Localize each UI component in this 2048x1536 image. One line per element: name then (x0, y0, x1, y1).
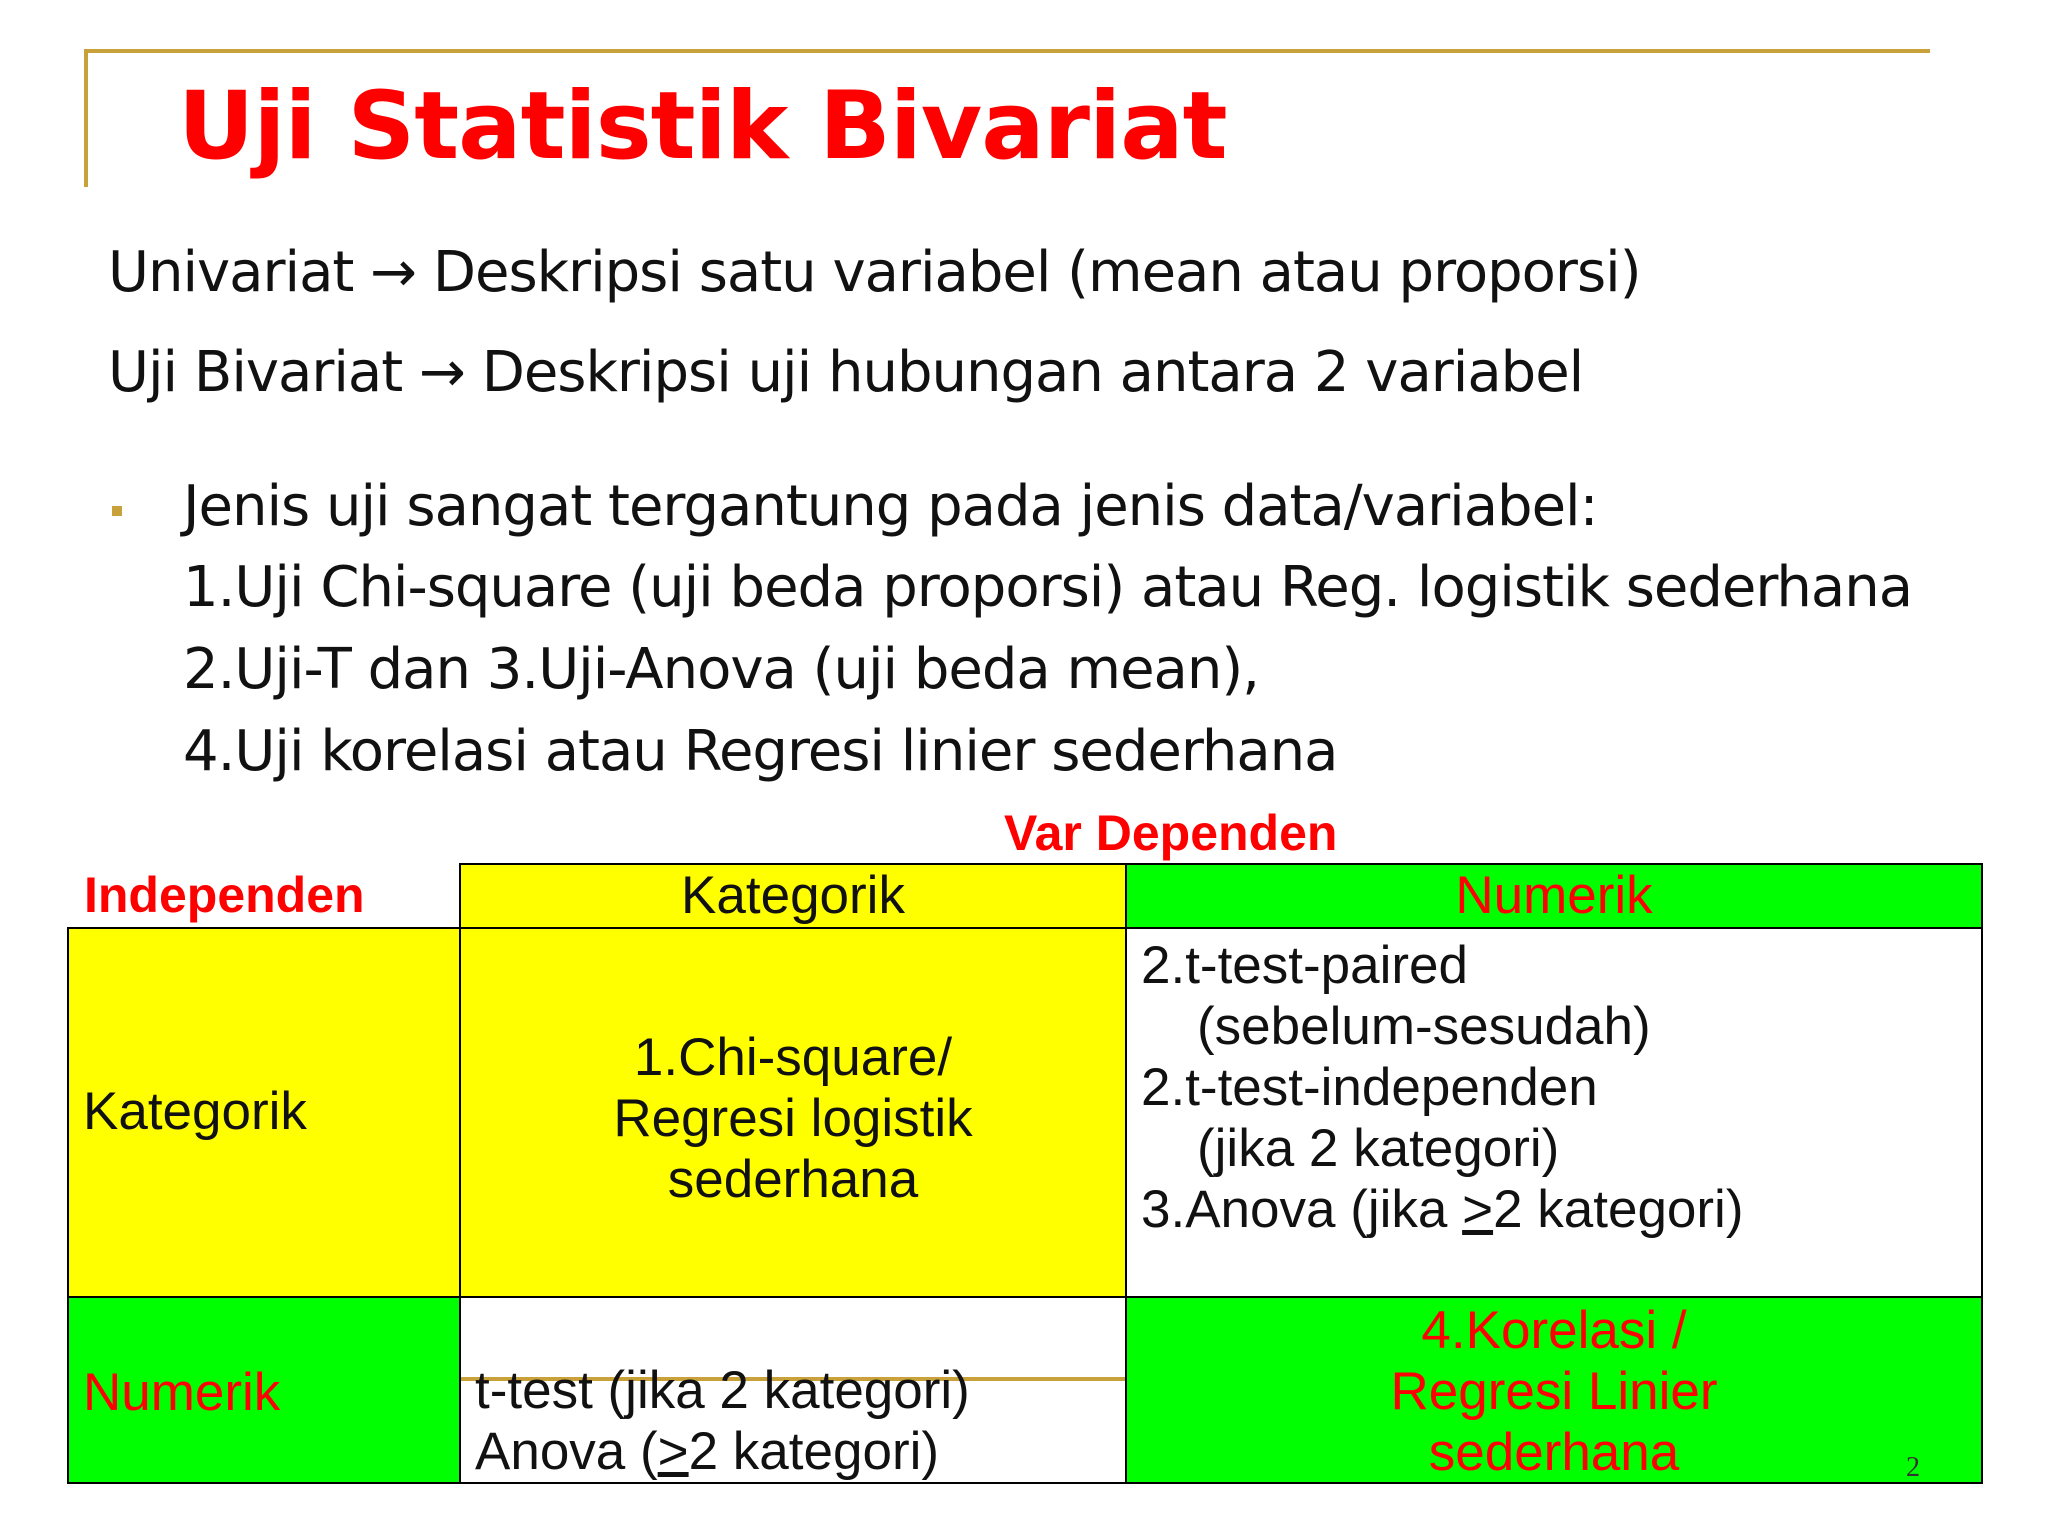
slide-title: Uji Statistik Bivariat (178, 72, 1227, 181)
gte-symbol: > (657, 1422, 689, 1481)
cell-text: 4.Korelasi / (1421, 1301, 1687, 1360)
row-header-numerik (67, 1296, 461, 1484)
bullet-intro: Jenis uji sangat tergantung pada jenis data/variabel: (183, 474, 1598, 539)
cell-text: (sebelum-sesudah) (1197, 997, 1651, 1056)
row-header-kategorik (67, 927, 461, 1298)
cell-text: sederhana (1428, 1423, 1680, 1482)
cell-kategorik-numerik (1125, 927, 1983, 1298)
frame-top-line (84, 49, 1930, 53)
cell-numerik-kategorik (459, 1296, 1127, 1484)
bullet-item-3: 4.Uji korelasi atau Regresi linier sederhana (183, 719, 1338, 784)
row-header-kategorik-text: Kategorik (83, 1082, 307, 1141)
line-bivariat: Uji Bivariat → Deskripsi uji hubungan antara 2 variabel (108, 340, 1584, 405)
cell-text-part: Anova ( (475, 1422, 658, 1481)
cell-text-part: 2 kategori) (1493, 1180, 1744, 1239)
cell-numerik-numerik (1125, 1296, 1983, 1484)
cell-text-part: 2 kategori) (688, 1422, 940, 1481)
cell-text: t-test (jika 2 kategori) (475, 1361, 970, 1420)
bullet-item-1: 1.Uji Chi-square (uji beda proporsi) atau Reg. logistik sederhana (183, 555, 1913, 620)
cell-text: sederhana (667, 1150, 919, 1209)
cell-text-part: 3.Anova (jika (1141, 1180, 1463, 1239)
cell-text: (jika 2 kategori) (1197, 1119, 1560, 1178)
page-number: 2 (1906, 1452, 1920, 1483)
bullet-item-2: 2.Uji-T dan 3.Uji-Anova (uji beda mean), (183, 637, 1259, 702)
var-dependen-label: Var Dependen (1004, 805, 1338, 861)
cell-text-anova (1141, 1179, 1743, 1240)
cell-text: 2.t-test-independen (1141, 1058, 1598, 1117)
independen-label: Independen (84, 867, 365, 923)
col-header-numerik: Numerik (1125, 863, 1983, 929)
cell-text: 1.Chi-square/ (633, 1028, 953, 1087)
col-header-kategorik: Kategorik (459, 863, 1127, 929)
cell-kategorik-kategorik (459, 927, 1127, 1298)
row-header-numerik-text: Numerik (83, 1363, 281, 1422)
cell-text: Regresi Linier (1390, 1362, 1718, 1421)
cell-text-anova (475, 1421, 970, 1482)
cell-text: 2.t-test-paired (1141, 936, 1468, 995)
gte-symbol: > (1462, 1180, 1494, 1239)
bullet-square-icon (112, 506, 122, 516)
cell-text: Regresi logistik (613, 1089, 973, 1148)
frame-left-line (84, 49, 88, 187)
line-univariat: Univariat → Deskripsi satu variabel (mean atau proporsi) (108, 240, 1641, 305)
